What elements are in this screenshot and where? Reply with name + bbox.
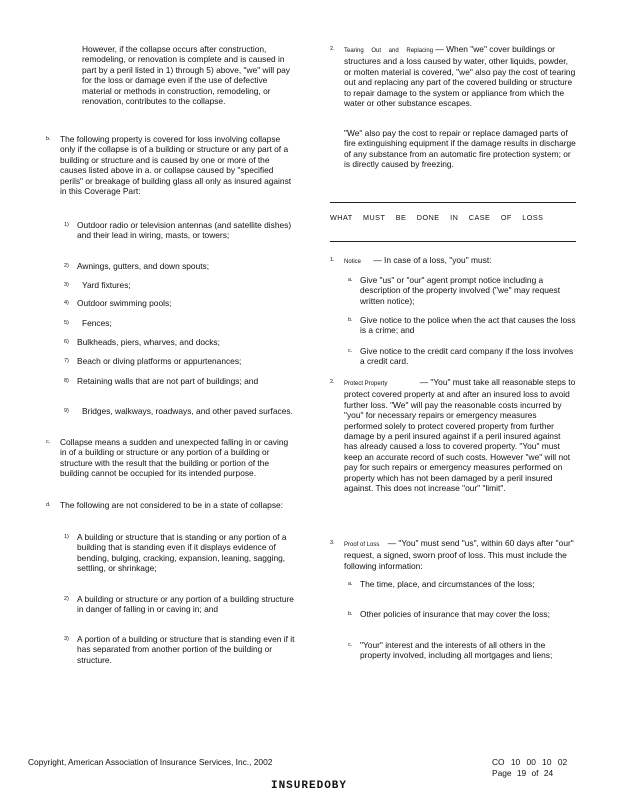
list-item-label: 3) [64, 636, 69, 642]
item-d-label: d. [46, 502, 51, 508]
notice-title: Notice [344, 259, 362, 265]
page-number: Page 19 of 24 [492, 768, 554, 778]
list-item-label: c. [348, 642, 353, 648]
watermark: INSUREDOBY [270, 780, 347, 792]
list-item-label: b. [348, 317, 353, 323]
list-item: A portion of a building or structure that is standing even if it has separated from another portion of the building or structure. [77, 634, 295, 665]
notice-paragraph [344, 255, 576, 267]
form-number: CO 10 00 10 02 [492, 757, 568, 767]
list-item: Give notice to the credit card company if the loss involves a credit card. [360, 346, 574, 367]
list-item: Bridges, walkways, roadways, and other paved surfaces. [82, 406, 293, 416]
list-item: "Your" interest and the interests of all others in the property involved, including all mortgages and liens; [360, 640, 553, 661]
item-1-label: 1. [330, 257, 335, 263]
list-item: Give notice to the police when the act that causes the loss is a crime; and [360, 315, 576, 336]
intro-text: However, if the collapse occurs after construction, remodeling, or renovation is complete and is caused in part by a peril listed in 1) through 5) above, "we" will pay for the loss or damage even if the use of defective material or methods in construction, remodeling, or renovation, contributes to the collapse. [82, 44, 290, 107]
list-item-label: 5) [64, 320, 69, 326]
section-rule-bottom [330, 241, 576, 242]
section-heading: WHAT MUST BE DONE IN CASE OF LOSS [330, 213, 544, 222]
item-3-label: 3. [330, 540, 335, 546]
list-item: Fences; [82, 318, 112, 328]
list-item: Awnings, gutters, and down spouts; [77, 261, 210, 271]
tearing-out-text: — When "we" cover buildings or structures and a loss caused by water, other liquids, powder, or molten material is covered, "we" also pay the cost of tearing out and replacing any part of the covered building or structure to repair damage to the system or appliance from which the water or other substance escapes. [344, 44, 576, 109]
fire-equipment-paragraph: "We" also pay the cost to repair or replace damaged parts of fire extinguishing equipment if the damage results in discharge of any substance from an automatic fire protection system; or is directly caused by freezing. [344, 128, 576, 170]
list-item: The time, place, and circumstances of the loss; [360, 579, 535, 589]
list-item-label: 3) [64, 282, 69, 288]
protect-property-text: — "You" must take all reasonable steps to protect covered property at and after an insured loss to avoid further loss. "We" will pay the reasonable costs incurred by "you" for necessary repairs or emergency measures performed solely to protect covered property from further damage by a peril insured against if a peril insured against has already caused a loss to covered property. "You" must keep an accurate record of such costs. However "we" will not pay for such repairs or emergency measures performed on property which has not been damaged by a peril insured against. This does not increase "our" "limit". [344, 377, 576, 494]
list-item-label: a. [348, 581, 353, 587]
list-item: Outdoor radio or television antennas (and satellite dishes) and their lead in wiring, masts, or towers; [77, 220, 292, 241]
item-d-text: The following are not considered to be in a state of collapse: [60, 500, 284, 510]
list-item: Give "us" or "our" agent prompt notice including a description of the property involved ("we" may request written notice); [360, 275, 561, 306]
proof-of-loss-paragraph [344, 538, 576, 571]
item-c-text: Collapse means a sudden and unexpected falling in or caving in of a building or structure or any portion of a building or structure with the result that the building or portion of the building cannot be occupied for its intended purpose. [60, 437, 289, 479]
list-item-label: 4) [64, 300, 69, 306]
item-2-label: 2. [330, 46, 335, 52]
intro-paragraph [82, 44, 296, 106]
item-c-label: c. [46, 439, 51, 445]
list-item-label: 2) [64, 263, 69, 269]
protect-property-title: Protect Property [344, 381, 388, 387]
tearing-out-paragraph [344, 44, 576, 108]
list-item-label: 8) [64, 378, 69, 384]
proof-of-loss-title: Proof of Loss [344, 542, 380, 548]
list-item-label: c. [348, 348, 353, 354]
notice-text: — In case of a loss, "you" must: [373, 255, 492, 265]
list-item: Retaining walls that are not part of buildings; and [77, 376, 259, 386]
list-item: Other policies of insurance that may cover the loss; [360, 609, 550, 619]
list-item-label: 6) [64, 339, 69, 345]
tearing-out-title: Tearing Out and Replacing [344, 48, 434, 54]
protect-property-paragraph [344, 377, 576, 493]
item-b-label: b. [46, 136, 51, 142]
list-item-label: 7) [64, 358, 69, 364]
item-2b-label: 2. [330, 379, 335, 385]
list-item: Beach or diving platforms or appurtenances; [77, 356, 242, 366]
list-item-label: 1) [64, 534, 69, 540]
list-item: A building or structure or any portion of a building structure in danger of falling in or caving in; and [77, 594, 294, 615]
item-b-text: The following property is covered for loss involving collapse only if the collapse is of a building or structure or any part of a building or structure and is caused by one or more of the causes listed above in a. or collapse caused by "specified perils" or breakage of building glass all only as insured against in this Coverage Part: [60, 134, 292, 197]
list-item-label: a. [348, 277, 353, 283]
copyright-notice: Copyright, American Association of Insurance Services, Inc., 2002 [28, 757, 273, 767]
list-item-label: b. [348, 611, 353, 617]
proof-of-loss-text: — "You" must send "us", within 60 days after "our" request, a signed, sworn proof of loss. This must include the following information: [344, 538, 574, 571]
list-item: Yard fixtures; [82, 280, 131, 290]
list-item: Outdoor swimming pools; [77, 298, 172, 308]
list-item: A building or structure that is standing or any portion of a building that is standing even if it displays evidence of bending, bulging, cracking, expansion, leaning, sagging, settling, or shrinkage; [77, 532, 287, 574]
list-item-label: 1) [64, 222, 69, 228]
list-item-label: 9) [64, 408, 69, 414]
list-item: Bulkheads, piers, wharves, and docks; [77, 337, 220, 347]
section-rule-top [330, 202, 576, 203]
list-item-label: 2) [64, 596, 69, 602]
